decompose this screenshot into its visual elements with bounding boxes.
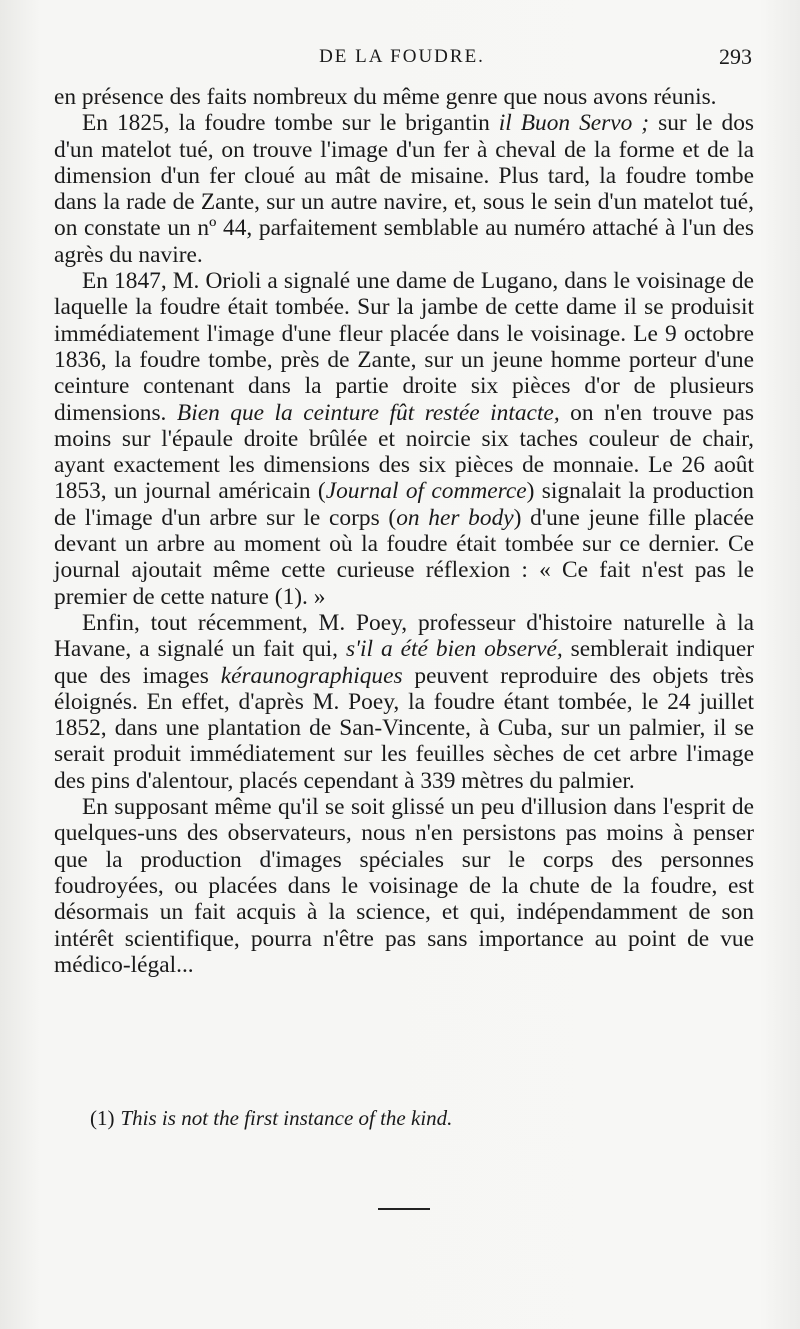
body-text [54,84,754,978]
italic-text: on her body [396,504,514,531]
paragraph [54,84,754,110]
footnote-text: This is not the first instance of the kind. [120,1106,453,1130]
page-number: 293 [719,44,752,69]
paragraph [54,610,754,794]
paragraph-text: ) d'une jeune fille placée devant un arbre au moment où la foudre était tombée sur ce dernier. Ce journal ajoutait même cette curieuse réflexion : « Ce fait n'est pas le premier de cette nature (1). » [54,504,755,610]
paragraph-text: En 1825, la foudre tombe sur le brigantin [82,110,499,137]
end-rule [378,1208,430,1210]
paragraph-text: en présence des faits nombreux du même genre que nous avons réunis. [54,84,717,110]
running-head: DE LA FOUDRE. [319,46,485,67]
paragraph [54,110,754,268]
paragraph-text: sur le dos d'un matelot tué, on trouve l'image d'un fer à cheval de la forme et de la dimension d'un fer cloué au mât de misaine. Plus tard, la foudre tombe dans la rade de Zante, sur un autre navire, et, sous le sein d'un matelot tué, on constate un nº 44, parfaitement semblable au numéro attaché à l'un des agrès du navire. [54,110,755,268]
footnote [90,1106,750,1131]
italic-text: Journal of commerce [325,478,527,505]
paragraph-text: Enfin, tout récemment, M. Poey, professeur d'histoire naturelle à la Havane, a signalé un fait qui, [54,609,754,663]
paragraph-text: on n'en trouve pas moins sur l'épaule droite brûlée et noircie six taches couleur de chair, ayant exactement les dimensions des six pièces de monnaie. Le 26 août 1853, un journal américain ( [54,399,754,505]
footnote-marker: (1) [90,1106,115,1130]
paragraph [54,268,754,610]
paragraph-text: En 1847, M. Orioli a signalé une dame de Lugano, dans le voisinage de laquelle la foudre était tombée. Sur la jambe de cette dame il se produisit immédiatement l'image d'une fleur placée dans le voisinage. Le 9 octobre 1836, la foudre tombe, près de Zante, sur un jeune homme porteur d'une ceinture contenant dans la partie droite six pièces d'or de plusieurs dimensions. [54,268,754,426]
paragraph-text: peuvent reproduire des objets très éloignés. En effet, d'après M. Poey, la foudre étant tombée, le 24 juillet 1852, dans une plantation de San-Vincente, à Cuba, sur un palmier, il se serait produit immédiatement sur les feuilles sèches de cet arbre l'image des pins d'alentour, placés cependant à 339 mètres du palmier. [54,662,754,794]
italic-text: s'il a été bien observé, [345,636,563,663]
paragraph-text: semblerait indiquer que des images [54,636,754,689]
italic-text: kéraunographiques [220,662,403,689]
page-header [52,42,752,74]
paragraph-text: ) signalait la production de l'image d'un arbre sur le corps ( [54,478,754,531]
paragraph-text: En supposant même qu'il se soit glissé un peu d'illusion dans l'esprit de quelques-uns des observateurs, nous n'en persistons pas moins à penser que la production d'images spéciales sur le corps des personnes foudroyées, ou placées dans le voisinage de la chute de la foudre, est désormais un fait acquis à la science, et qui, indépendamment de son intérêt scientifique, pourra n'être pas sans importance au point de vue médico-légal... [54,794,754,978]
italic-text: Bien que la ceinture fût restée intacte, [176,399,560,426]
paragraph [54,794,754,978]
italic-text: il Buon Servo ; [498,110,650,137]
